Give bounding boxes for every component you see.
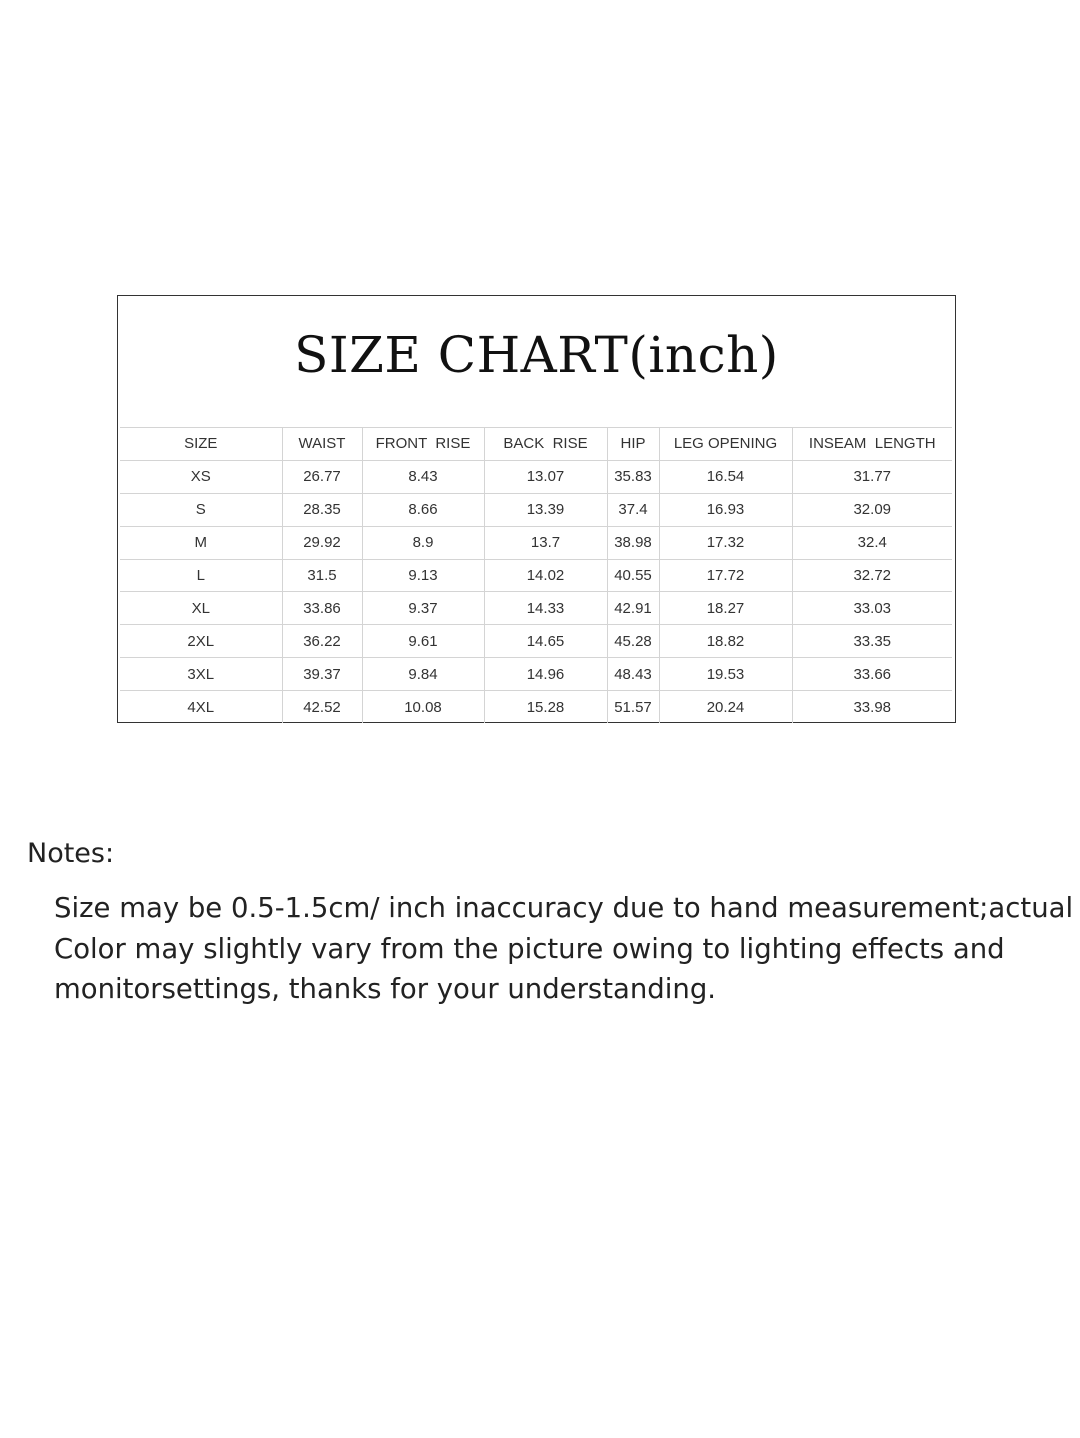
header-waist: WAIST [282, 428, 362, 461]
cell-leg-opening: 18.27 [659, 592, 792, 625]
cell-leg-opening: 17.72 [659, 559, 792, 592]
cell-size: L [120, 559, 282, 592]
cell-waist: 29.92 [282, 526, 362, 559]
cell-front-rise: 8.43 [362, 460, 484, 493]
cell-hip: 37.4 [607, 493, 659, 526]
cell-hip: 38.98 [607, 526, 659, 559]
cell-front-rise: 9.13 [362, 559, 484, 592]
cell-waist: 28.35 [282, 493, 362, 526]
table-row [120, 460, 952, 493]
table-row [120, 526, 952, 559]
cell-hip: 35.83 [607, 460, 659, 493]
cell-inseam-length: 32.72 [792, 559, 952, 592]
cell-back-rise: 14.96 [484, 658, 607, 691]
size-table [120, 427, 952, 723]
cell-size: S [120, 493, 282, 526]
cell-hip: 40.55 [607, 559, 659, 592]
cell-size: XL [120, 592, 282, 625]
cell-back-rise: 14.33 [484, 592, 607, 625]
cell-back-rise: 14.02 [484, 559, 607, 592]
notes-body [54, 888, 1074, 1010]
cell-size: M [120, 526, 282, 559]
table-row [120, 658, 952, 691]
cell-waist: 31.5 [282, 559, 362, 592]
notes-line: Color may slightly vary from the picture owing to lighting effects and [54, 932, 1005, 965]
cell-back-rise: 13.7 [484, 526, 607, 559]
cell-front-rise: 10.08 [362, 691, 484, 723]
cell-hip: 48.43 [607, 658, 659, 691]
cell-leg-opening: 20.24 [659, 691, 792, 723]
cell-size: 4XL [120, 691, 282, 723]
cell-size: 3XL [120, 658, 282, 691]
cell-back-rise: 13.39 [484, 493, 607, 526]
header-back-rise: BACK RISE [484, 428, 607, 461]
cell-waist: 33.86 [282, 592, 362, 625]
cell-size: 2XL [120, 625, 282, 658]
cell-inseam-length: 33.35 [792, 625, 952, 658]
cell-hip: 51.57 [607, 691, 659, 723]
cell-waist: 36.22 [282, 625, 362, 658]
cell-back-rise: 14.65 [484, 625, 607, 658]
header-front-rise: FRONT RISE [362, 428, 484, 461]
header-hip: HIP [607, 428, 659, 461]
table-row [120, 559, 952, 592]
table-row [120, 493, 952, 526]
cell-front-rise: 9.37 [362, 592, 484, 625]
cell-waist: 39.37 [282, 658, 362, 691]
cell-waist: 26.77 [282, 460, 362, 493]
cell-hip: 42.91 [607, 592, 659, 625]
table-header-row [120, 428, 952, 461]
cell-hip: 45.28 [607, 625, 659, 658]
cell-leg-opening: 18.82 [659, 625, 792, 658]
header-leg-opening: LEG OPENING [659, 428, 792, 461]
cell-inseam-length: 33.66 [792, 658, 952, 691]
size-chart [117, 295, 956, 723]
notes-line: monitorsettings, thanks for your understanding. [54, 973, 717, 1005]
notes-title: Notes: [27, 838, 115, 869]
cell-size: XS [120, 460, 282, 493]
cell-front-rise: 8.9 [362, 526, 484, 559]
cell-inseam-length: 32.09 [792, 493, 952, 526]
cell-back-rise: 15.28 [484, 691, 607, 723]
cell-front-rise: 9.84 [362, 658, 484, 691]
cell-leg-opening: 16.54 [659, 460, 792, 493]
cell-back-rise: 13.07 [484, 460, 607, 493]
cell-leg-opening: 17.32 [659, 526, 792, 559]
cell-front-rise: 9.61 [362, 625, 484, 658]
cell-inseam-length: 33.98 [792, 691, 952, 723]
table-row [120, 625, 952, 658]
table-row [120, 592, 952, 625]
cell-inseam-length: 31.77 [792, 460, 952, 493]
header-size: SIZE [120, 428, 282, 461]
cell-inseam-length: 32.4 [792, 526, 952, 559]
notes-line: Size may be 0.5-1.5cm/ inch inaccuracy due to hand measurement;actual [54, 892, 1074, 924]
header-inseam-length: INSEAM LENGTH [792, 428, 952, 461]
chart-title: SIZE CHART(inch) [294, 326, 779, 384]
cell-waist: 42.52 [282, 691, 362, 723]
cell-inseam-length: 33.03 [792, 592, 952, 625]
cell-leg-opening: 16.93 [659, 493, 792, 526]
cell-front-rise: 8.66 [362, 493, 484, 526]
table-row [120, 691, 952, 723]
cell-leg-opening: 19.53 [659, 658, 792, 691]
